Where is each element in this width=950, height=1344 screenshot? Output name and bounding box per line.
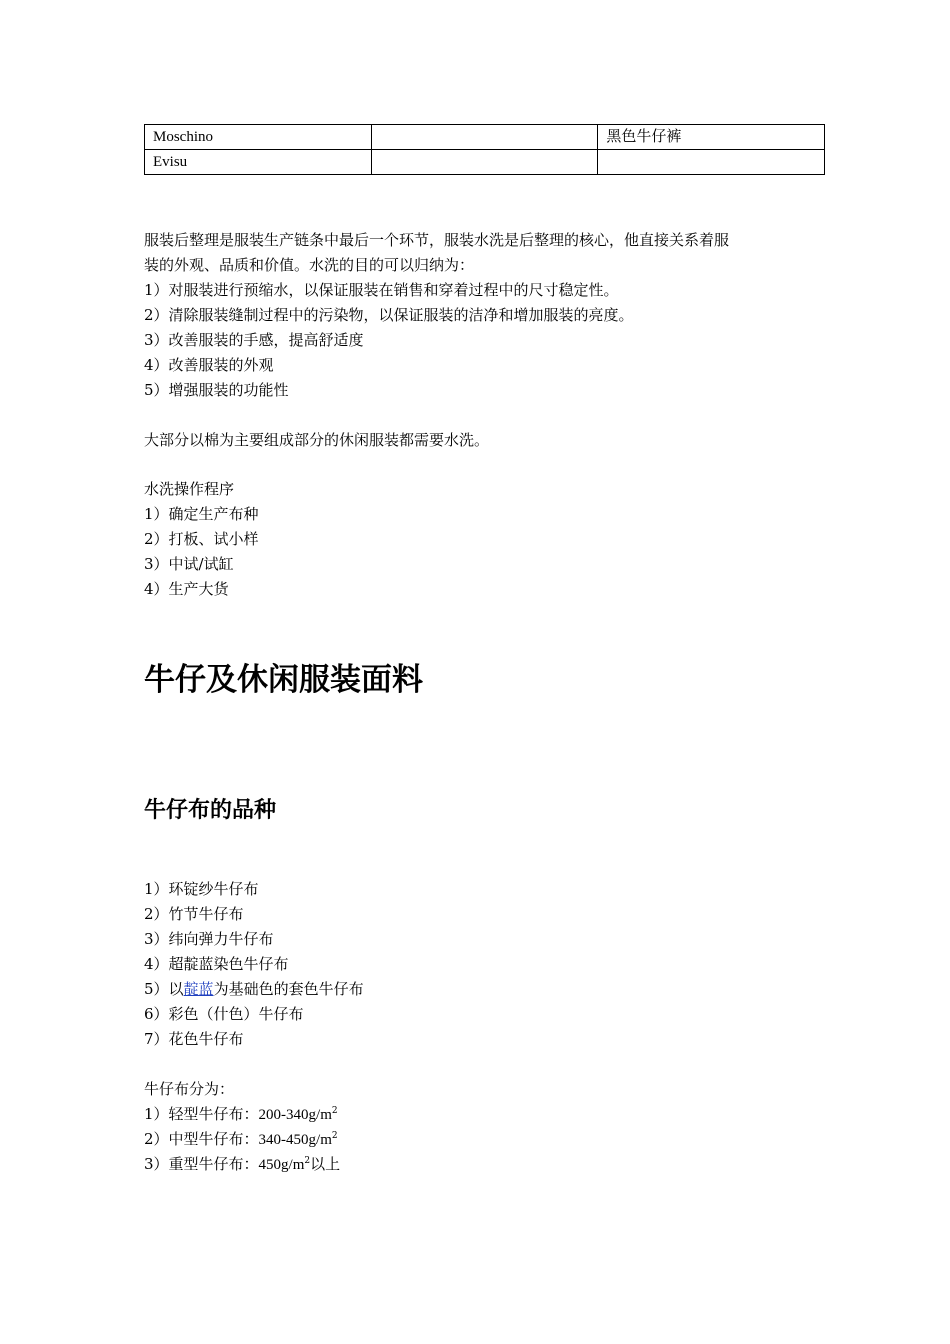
list-item-text: 5）以 bbox=[144, 980, 184, 998]
table-cell bbox=[598, 150, 825, 175]
section-heading: 牛仔及休闲服装面料 bbox=[144, 662, 423, 698]
procedure-title: 水洗操作程序 bbox=[144, 480, 235, 498]
list-item: 4）改善服装的外观 bbox=[144, 356, 274, 374]
superscript: 2 bbox=[331, 1106, 338, 1116]
table-cell bbox=[371, 150, 598, 175]
list-item: 2）竹节牛仔布 bbox=[144, 905, 244, 923]
superscript: 2 bbox=[304, 1156, 311, 1166]
intro-paragraph-line: 服装后整理是服装生产链条中最后一个环节，服装水洗是后整理的核心，他直接关系着服 bbox=[144, 231, 730, 249]
weight-value: 340-450g/m bbox=[258, 1132, 332, 1148]
list-item bbox=[144, 1154, 340, 1175]
weights-title: 牛仔布分为： bbox=[144, 1080, 235, 1098]
list-item: 2）打板、试小样 bbox=[144, 530, 259, 548]
list-item bbox=[144, 1129, 338, 1150]
weight-value: 450g/m bbox=[258, 1157, 305, 1173]
list-item: 4）生产大货 bbox=[144, 580, 229, 598]
list-item bbox=[144, 1104, 338, 1125]
table-row bbox=[145, 150, 825, 175]
list-item: 1）确定生产布种 bbox=[144, 505, 259, 523]
brand-table bbox=[144, 124, 825, 175]
list-item: 3）纬向弹力牛仔布 bbox=[144, 930, 274, 948]
list-item: 7）花色牛仔布 bbox=[144, 1030, 244, 1048]
list-item: 6）彩色（什色）牛仔布 bbox=[144, 1005, 304, 1023]
list-item: 3）中试/试缸 bbox=[144, 555, 234, 573]
list-item: 5）增强服装的功能性 bbox=[144, 381, 289, 399]
list-item: 3）改善服装的手感，提高舒适度 bbox=[144, 331, 364, 349]
table-cell bbox=[371, 125, 598, 150]
note-paragraph: 大部分以棉为主要组成部分的休闲服装都需要水洗。 bbox=[144, 431, 490, 449]
list-item-text: 为基础色的套色牛仔布 bbox=[213, 980, 364, 998]
weight-value: 200-340g/m bbox=[258, 1107, 332, 1123]
list-item: 1）对服装进行预缩水，以保证服装在销售和穿着过程中的尺寸稳定性。 bbox=[144, 281, 619, 299]
intro-paragraph-line: 装的外观、品质和价值。水洗的目的可以归纳为： bbox=[144, 256, 475, 274]
table-cell: Evisu bbox=[145, 150, 372, 175]
list-item bbox=[144, 979, 364, 999]
list-item: 4）超靛蓝染色牛仔布 bbox=[144, 955, 289, 973]
list-item: 1）环锭纱牛仔布 bbox=[144, 880, 259, 898]
table-row bbox=[145, 125, 825, 150]
list-item-text: 3）重型牛仔布： bbox=[144, 1155, 259, 1173]
list-item-text: 1）轻型牛仔布： bbox=[144, 1105, 259, 1123]
subsection-heading: 牛仔布的品种 bbox=[144, 798, 277, 823]
list-item: 2）清除服装缝制过程中的污染物，以保证服装的洁净和增加服装的亮度。 bbox=[144, 306, 634, 324]
list-item-text: 以上 bbox=[310, 1155, 341, 1173]
table-cell: 黑色牛仔裤 bbox=[598, 125, 825, 150]
table-cell: Moschino bbox=[145, 125, 372, 150]
indigo-link[interactable]: 靛蓝 bbox=[183, 980, 214, 998]
list-item-text: 2）中型牛仔布： bbox=[144, 1130, 259, 1148]
superscript: 2 bbox=[331, 1131, 338, 1141]
